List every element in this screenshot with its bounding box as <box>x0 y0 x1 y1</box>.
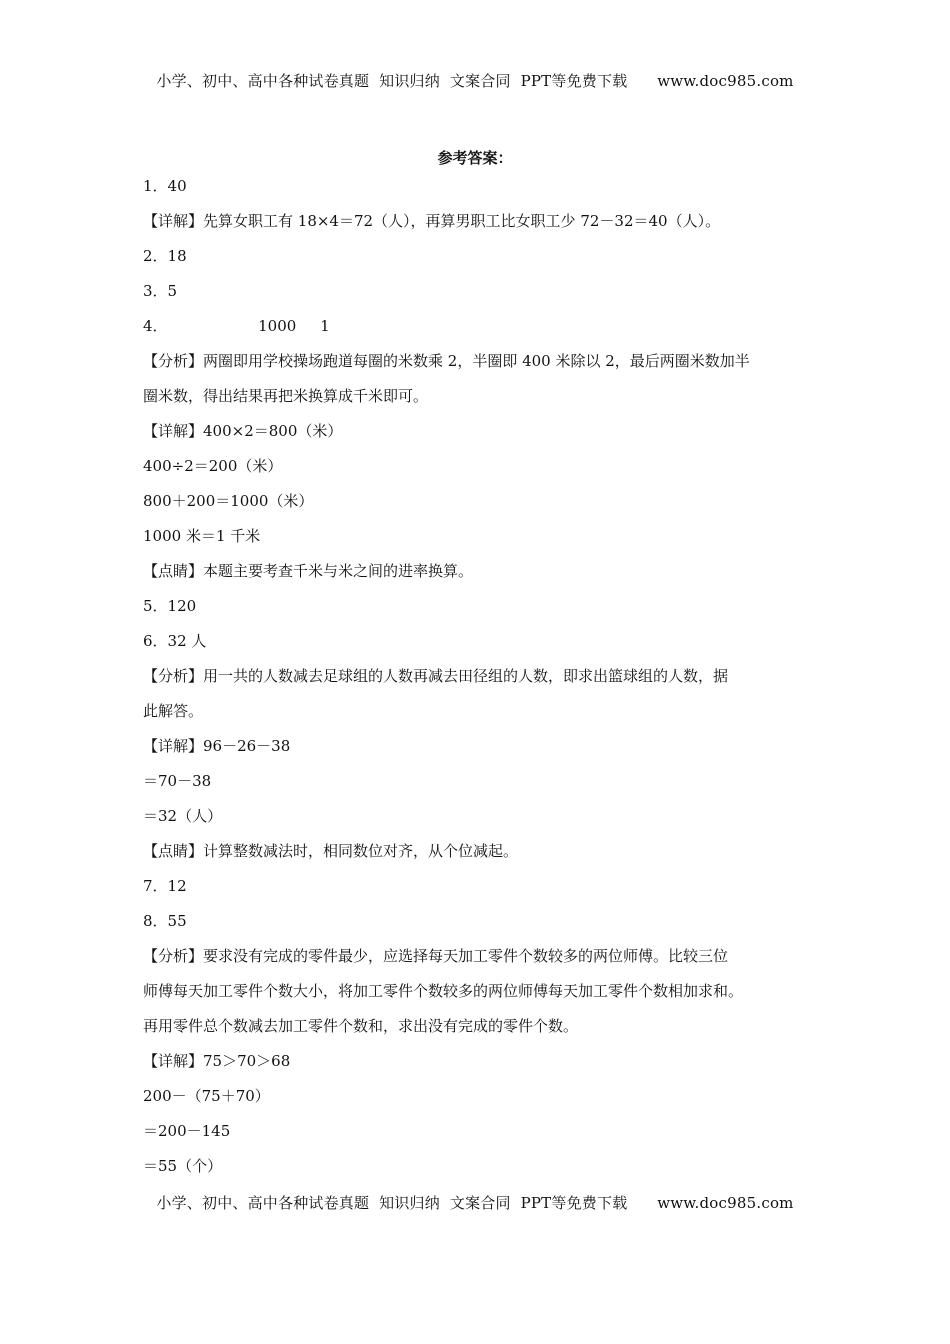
answer-line: 8．55 <box>143 912 187 930</box>
answer-line: 再用零件总个数减去加工零件个数和，求出没有完成的零件个数。 <box>143 1017 579 1035</box>
answer-line: 【详解】75＞70＞68 <box>143 1052 291 1070</box>
answer-line: ＝55（个） <box>143 1157 223 1175</box>
answer-line: 【分析】两圈即用学校操场跑道每圈的米数乘 2，半圈即 400 米除以 2，最后两圈米数加半 <box>143 352 750 370</box>
answer-line: ＝32（人） <box>143 807 223 825</box>
answer-line: 【详解】400×2＝800（米） <box>143 422 343 440</box>
answer-line: 7．12 <box>143 877 187 895</box>
answer-line: ＝200－145 <box>143 1122 231 1140</box>
answer-line: 此解答。 <box>143 702 204 720</box>
page-title: 参考答案： <box>437 149 513 167</box>
answer-line: 1．40 <box>143 177 187 195</box>
answer-line: 4． 1000 1 <box>143 317 330 335</box>
answer-line: 2．18 <box>143 247 187 265</box>
answer-line: 【分析】用一共的人数减去足球组的人数再减去田径组的人数，即求出篮球组的人数，据 <box>143 667 729 685</box>
answer-line: 800＋200＝1000（米） <box>143 492 314 510</box>
answer-line: 【点睛】本题主要考查千米与米之间的进率换算。 <box>143 562 474 580</box>
page-header: 小学、初中、高中各种试卷真题 知识归纳 文案合同 PPT等免费下载 www.doc985.com <box>156 72 794 90</box>
answer-line: 【分析】要求没有完成的零件最少，应选择每天加工零件个数较多的两位师傅。比较三位 <box>143 947 729 965</box>
answer-line: 【详解】96－26－38 <box>143 737 291 755</box>
answer-line: 圈米数，得出结果再把米换算成千米即可。 <box>143 387 429 405</box>
answer-line: 【点睛】计算整数减法时，相同数位对齐，从个位减起。 <box>143 842 519 860</box>
answer-line: ＝70－38 <box>143 772 212 790</box>
answer-content <box>143 169 823 1184</box>
answer-line: 1000 米＝1 千米 <box>143 527 261 545</box>
answer-line: 3．5 <box>143 282 178 300</box>
answer-line: 师傅每天加工零件个数大小，将加工零件个数较多的两位师傅每天加工零件个数相加求和。 <box>143 982 744 1000</box>
page-footer: 小学、初中、高中各种试卷真题 知识归纳 文案合同 PPT等免费下载 www.doc985.com <box>156 1194 794 1212</box>
answer-line: 400÷2＝200（米） <box>143 457 283 475</box>
answer-line: 6．32 人 <box>143 632 207 650</box>
answer-line: 5．120 <box>143 597 197 615</box>
answer-line: 200－（75＋70） <box>143 1087 270 1105</box>
answer-line: 【详解】先算女职工有 18×4＝72（人），再算男职工比女职工少 72－32＝40（人）。 <box>143 212 721 230</box>
